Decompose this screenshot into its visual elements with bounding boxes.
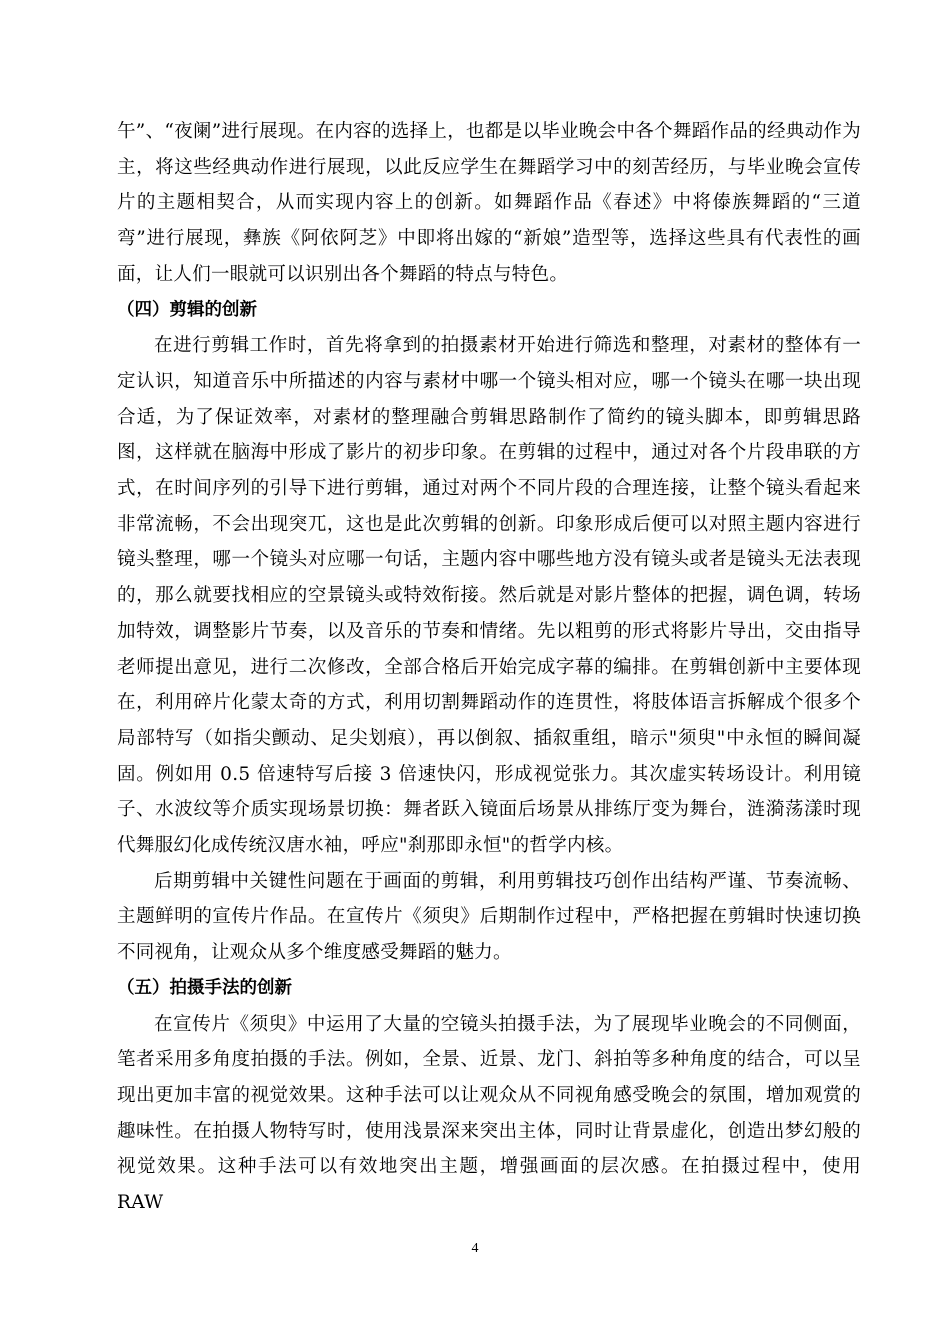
- paragraph-post-editing: 后期剪辑中关键性问题在于画面的剪辑，利用剪辑技巧创作出结构严谨、节奏流畅、主题鲜明的宣传片作品。在宣传片《须臾》后期制作过程中，严格把握在剪辑时快速切换不同视角，让观众从多个维度感受舞蹈的魅力。: [117, 870, 861, 964]
- page-number: 4: [471, 1241, 479, 1256]
- section-heading-shooting-innovation: （五）拍摄手法的创新: [117, 977, 292, 998]
- section-heading-editing-innovation: （四）剪辑的创新: [117, 299, 257, 320]
- page-body: [117, 114, 861, 1221]
- paragraph-editing-process: 在进行剪辑工作时，首先将拿到的拍摄素材开始进行筛选和整理，对素材的整体有一定认识，知道音乐中所描述的内容与素材中哪一个镜头相对应，哪一个镜头在哪一块出现合适，为了保证效率，对素材的整理融合剪辑思路制作了简约的镜头脚本，即剪辑思路图，这样就在脑海中形成了影片的初步印象。在剪辑的过程中，通过对各个片段串联的方式，在时间序列的引导下进行剪辑，通过对两个不同片段的合理连接，让整个镜头看起来非常流畅，不会出现突兀，这也是此次剪辑的创新。印象形成后便可以对照主题内容进行镜头整理，哪一个镜头对应哪一句话，主题内容中哪些地方没有镜头或者是镜头无法表现的，那么就要找相应的空景镜头或特效衔接。然后就是对影片整体的把握，调色调，转场加特效，调整影片节奏，以及音乐的节奏和情绪。先以粗剪的形式将影片导出，交由指导老师提出意见，进行二次修改，全部合格后开始完成字幕的编排。在剪辑创新中主要体现在，利用碎片化蒙太奇的方式，利用切割舞蹈动作的连贯性，将肢体语言拆解成个很多个局部特写（如指尖颤动、足尖划痕），再以倒叙、插叙重组，暗示"须臾"中永恒的瞬间凝固。例如用 0.5 倍速特写后接 3 倍速快闪，形成视觉张力。其次虚实转场设计。利用镜子、水波纹等介质实现场景切换：舞者跃入镜面后场景从排练厅变为舞台，涟漪荡漾时现代舞服幻化成传统汉唐水袖，呼应"刹那即永恒"的哲学内核。: [117, 335, 861, 857]
- paragraph-shooting-technique: 在宣传片《须臾》中运用了大量的空镜头拍摄手法，为了展现毕业晚会的不同侧面，笔者采用多角度拍摄的手法。例如，全景、近景、龙门、斜拍等多种角度的结合，可以呈现出更加丰富的视觉效果。这种手法可以让观众从不同视角感受晚会的氛围，增加观赏的趣味性。在拍摄人物特写时，使用浅景深来突出主体，同时让背景虚化，创造出梦幻般的视觉效果。这种手法可以有效地突出主题，增强画面的层次感。在拍摄过程中，使用 RAW: [117, 1013, 861, 1214]
- paragraph-content-selection: 午”、“夜阑”进行展现。在内容的选择上，也都是以毕业晚会中各个舞蹈作品的经典动作为主，将这些经典动作进行展现，以此反应学生在舞蹈学习中的刻苦经历，与毕业晚会宣传片的主题相契合，从而实现内容上的创新。如舞蹈作品《春述》中将傣族舞蹈的“三道弯”进行展现，彝族《阿依阿芝》中即将出嫁的“新娘”造型等，选择这些具有代表性的画面，让人们一眼就可以识别出各个舞蹈的特点与特色。: [117, 121, 861, 285]
